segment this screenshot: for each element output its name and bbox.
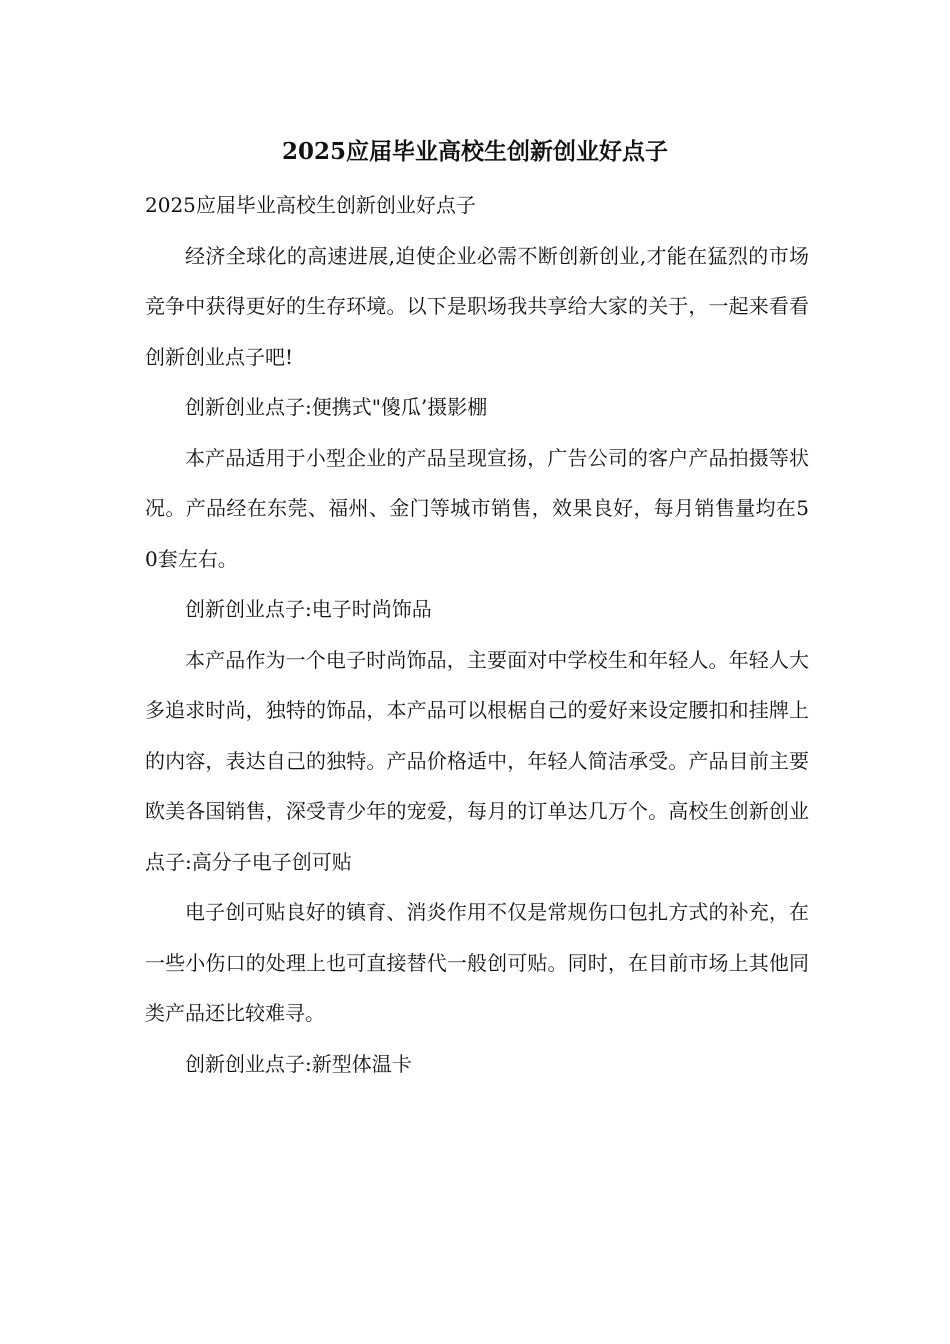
paragraph-electronic-accessory: 本产品作为一个电子时尚饰品，主要面对中学校生和年轻人。年轻人大多追求时尚，独特的饰品，本产品可以根椐自己的爱好来设定腰扣和挂牌上的内容，表达自己的独特。产品价格适中，年轻人简洁承受。产品目前主要欧美各国销售，深受青少年的宠爱，每月的订单达几万个。高校生创新创业点子:高分子电子创可贴 [145, 647, 809, 874]
heading-electronic-accessory: 创新创业点子:电子时尚饰品 [185, 597, 432, 621]
document-body [145, 180, 809, 1089]
document-title: 2025应届毕业高校生创新创业好点子 [281, 138, 668, 165]
paragraph-portable-studio: 本产品适用于小型企业的产品呈现宣扬，广告公司的客户产品拍摄等状况。产品经在东莞、福州、金门等城市销售，效果良好，每月销售量均在50套左右。 [145, 445, 809, 571]
heading-portable-studio: 创新创业点子:便携式"傻瓜’摄影棚 [185, 395, 488, 419]
paragraph-subtitle: 2025应届毕业高校生创新创业好点子 [145, 193, 476, 217]
heading-thermometer-card: 创新创业点子:新型体温卡 [185, 1051, 412, 1076]
paragraph-intro: 经济全球化的高速进展,迫使企业必需不断创新创业,才能在猛烈的市场竞争中获得更好的生存环境。以下是职场我共享给大家的关于，一起来看看创新创业点子吧! [145, 243, 809, 369]
paragraph-electronic-bandage: 电子创可贴良好的镇育、消炎作用不仅是常规伤口包扎方式的补充，在一些小伤口的处理上也可直接替代一般创可贴。同时，在目前市场上其他同类产品还比较难寻。 [145, 900, 809, 1025]
